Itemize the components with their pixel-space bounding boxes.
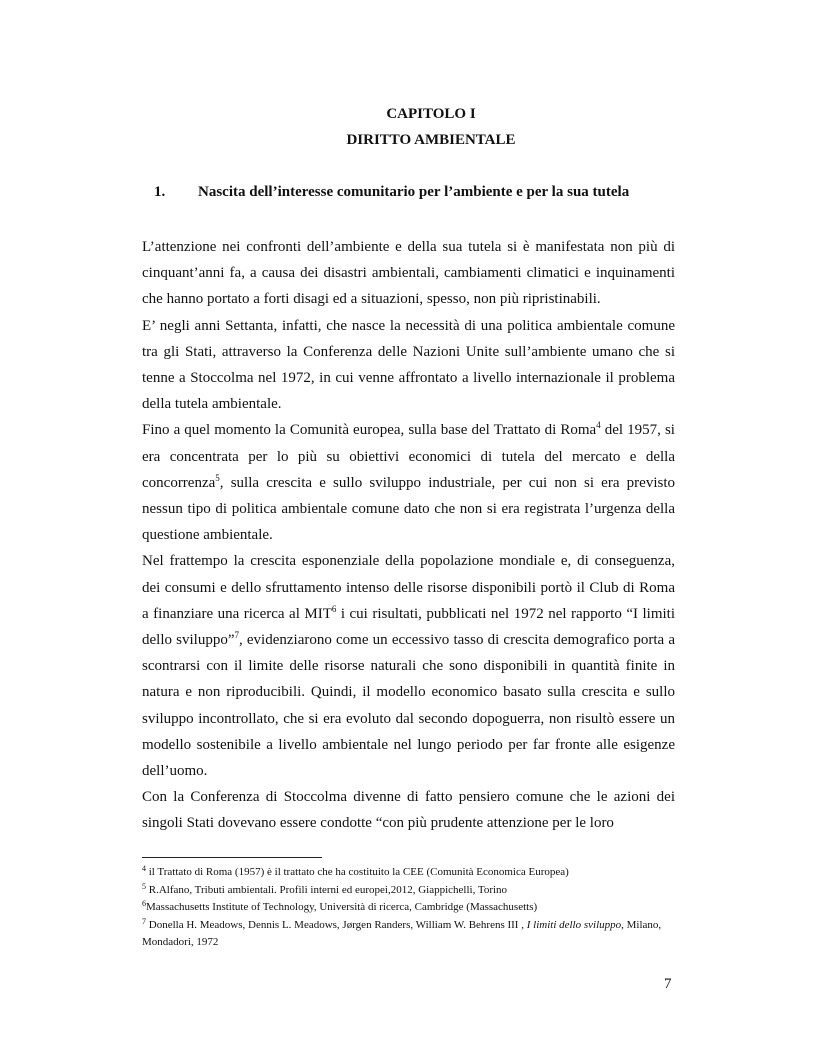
section-heading <box>142 184 682 201</box>
footnote-5: $^5$ R.Alfano, Tributi ambientali. Profili interni ed europei,2012, Giappichelli, Torino <box>142 881 508 896</box>
section-title: Nascita dell’interesse comunitario per l’ambiente e per la sua tutela <box>198 184 630 200</box>
footnote-ref-5[interactable]: 5 <box>215 472 220 483</box>
paragraph-4: Nel frattempo la crescita esponenziale della popolazione mondiale e, di conseguenza, dei consumi e dello sfruttamento intenso delle risorse disponibili portò il Club di Roma a finanziare una ricerca al MIT$^6$ i cui risultati, pubblicati nel 1972 nel rapporto “I limiti dello sviluppo”$^7$, evidenziarono come un eccessivo tasso di crescita demografico porta a scontrarsi con il limite delle risorse naturali che sono disponibili in quantità finite in natura e non riproducibili. Quindi, il modello economico basato sulla crescita e sullo sviluppo incontrollato, che si era evoluto dal secondo dopoguerra, non risultò essere un modello sostenibile a livello ambientale nel lungo periodo per far fronte alle esigenze dell’uomo. <box>142 553 675 780</box>
paragraph-1: L’attenzione nei confronti dell’ambiente e della sua tutela si è manifestata non più di cinquant’anni fa, a causa dei disastri ambientali, cambiamenti climatici e inquinamenti che hanno portato a forti disagi ed a situazioni, spesso, non più ripristinabili. <box>142 239 675 308</box>
footnote-ref-6[interactable]: 6 <box>331 603 337 614</box>
body-text <box>142 234 675 837</box>
footnote-7: $^7$ Donella H. Meadows, Dennis L. Meadows, Jørgen Randers, William W. Behrens III , I limiti dello sviluppo, Milano, Mondadori, 1972 <box>142 916 662 948</box>
page-number: 7 <box>664 976 672 992</box>
footnote-ref-7[interactable]: 7 <box>234 630 239 641</box>
paragraph-3: Fino a quel momento la Comunità europea, sulla base del Trattato di Roma$^4$ del 1957, si era concentrata per lo più su obiettivi economici di tutela del mercato e della concorrenza$^5$, sulla crescita e sullo sviluppo industriale, per cui non si era previsto nessun tipo di politica ambientale comune dato che non si era registrata l’urgenza della questione ambientale. <box>142 420 675 544</box>
footnotes <box>142 864 682 952</box>
footnote-4: $^4$ il Trattato di Roma (1957) è il trattato che ha costituito la CEE (Comunità Economica Europea) <box>142 864 569 878</box>
section-number: 1. <box>154 184 166 200</box>
footnote-divider <box>142 857 322 858</box>
chapter-label: CAPITOLO I <box>386 106 476 122</box>
chapter-title: DIRITTO AMBIENTALE <box>346 132 516 148</box>
paragraph-5: Con la Conferenza di Stoccolma divenne di fatto pensiero comune che le azioni dei singoli Stati dovevano essere condotte “con più prudente attenzione per le loro <box>142 789 675 832</box>
footnote-ref-4[interactable]: 4 <box>596 420 601 431</box>
paragraph-2: E’ negli anni Settanta, infatti, che nasce la necessità di una politica ambientale comune tra gli Stati, attraverso la Conferenza delle Nazioni Unite sull’ambiente umano che si tenne a Stoccolma nel 1972, in cui venne affrontato a livello internazionale il problema della tutela ambientale. <box>142 317 675 413</box>
footnote-6: $^6$Massachusetts Institute of Technology, Università di ricerca, Cambridge (Massachusetts) <box>142 899 538 913</box>
